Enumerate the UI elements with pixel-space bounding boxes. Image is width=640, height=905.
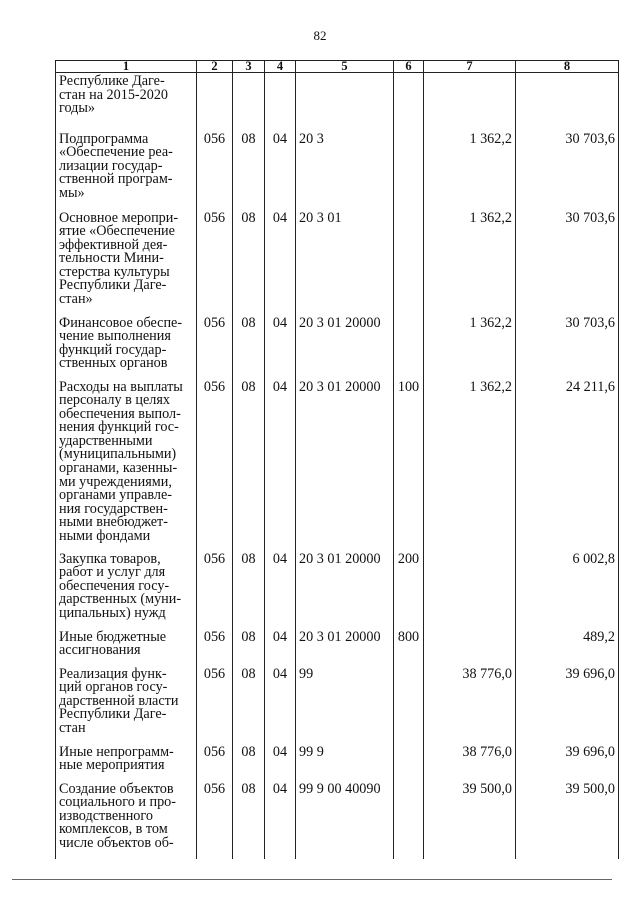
table-row — [56, 133, 619, 212]
cell-csr: 20 3 01 20000 — [296, 381, 394, 553]
cell-csr: 20 3 01 20000 — [296, 553, 394, 631]
cell-sum-2: 39 696,0 — [516, 746, 619, 783]
cell-ved: 056 — [197, 553, 233, 631]
cell-sum-2: 489,2 — [516, 631, 619, 668]
row-name: Подпрограмма «Обеспечение реа- лизации государ- ственной програм- мы» — [59, 130, 173, 201]
row-name: Финансовое обеспе- чение выполнения функций государ- ственных органов — [59, 314, 183, 372]
table-body — [56, 73, 619, 859]
cell-ved — [197, 73, 233, 133]
cell-sum-1 — [424, 631, 516, 668]
cell-pr: 04 — [265, 212, 296, 317]
col-header-6: 6 — [394, 61, 424, 73]
col-header-1: 1 — [56, 61, 197, 73]
bottom-rule — [12, 879, 612, 880]
cell-csr: 20 3 01 20000 — [296, 317, 394, 381]
row-name: Расходы на выплаты персоналу в целях обеспечения выпол- нения функций гос- ударственными (муниципальными) органами, казенны- ми учреждениями, органами управле- ния государствен- ными внебюджет- ными фондами — [59, 378, 183, 545]
cell-csr: 99 — [296, 668, 394, 746]
col-header-7: 7 — [424, 61, 516, 73]
cell-rz: 08 — [233, 133, 265, 212]
cell-sum-2 — [516, 73, 619, 133]
table-row — [56, 783, 619, 859]
cell-vr: 200 — [394, 553, 424, 631]
cell-sum-2: 6 002,8 — [516, 553, 619, 631]
cell-vr — [394, 317, 424, 381]
cell-vr — [394, 783, 424, 859]
cell-vr — [394, 133, 424, 212]
cell-rz: 08 — [233, 317, 265, 381]
cell-sum-2: 30 703,6 — [516, 133, 619, 212]
cell-pr: 04 — [265, 668, 296, 746]
cell-csr: 20 3 01 — [296, 212, 394, 317]
cell-sum-2: 39 696,0 — [516, 668, 619, 746]
cell-ved: 056 — [197, 133, 233, 212]
cell-rz: 08 — [233, 631, 265, 668]
cell-vr — [394, 668, 424, 746]
cell-vr: 800 — [394, 631, 424, 668]
col-header-4: 4 — [265, 61, 296, 73]
cell-pr: 04 — [265, 746, 296, 783]
cell-sum-1: 39 500,0 — [424, 783, 516, 859]
col-header-2: 2 — [197, 61, 233, 73]
cell-sum-2: 30 703,6 — [516, 212, 619, 317]
cell-rz: 08 — [233, 381, 265, 553]
table-row — [56, 553, 619, 631]
cell-rz: 08 — [233, 746, 265, 783]
row-name: Иные бюджетные ассигнования — [59, 628, 167, 659]
cell-sum-1: 38 776,0 — [424, 668, 516, 746]
cell-sum-1 — [424, 553, 516, 631]
cell-sum-2: 39 500,0 — [516, 783, 619, 859]
cell-csr — [296, 73, 394, 133]
cell-ved: 056 — [197, 668, 233, 746]
table-row — [56, 746, 619, 783]
cell-pr: 04 — [265, 553, 296, 631]
cell-pr: 04 — [265, 317, 296, 381]
row-name: Создание объектов социального и про- изводственного комплексов, в том числе объектов об- — [59, 780, 176, 851]
row-name: Закупка товаров, работ и услуг для обеспечения госу- дарственных (муни- ципальных) нужд — [59, 550, 182, 621]
table-row — [56, 73, 619, 133]
cell-rz — [233, 73, 265, 133]
cell-sum-1: 1 362,2 — [424, 381, 516, 553]
cell-rz: 08 — [233, 553, 265, 631]
cell-vr — [394, 746, 424, 783]
cell-sum-2: 24 211,6 — [516, 381, 619, 553]
cell-sum-1 — [424, 73, 516, 133]
table-row — [56, 668, 619, 746]
col-header-3: 3 — [233, 61, 265, 73]
cell-pr: 04 — [265, 783, 296, 859]
cell-csr: 99 9 00 40090 — [296, 783, 394, 859]
table-row — [56, 317, 619, 381]
cell-ved: 056 — [197, 783, 233, 859]
cell-ved: 056 — [197, 746, 233, 783]
cell-ved: 056 — [197, 212, 233, 317]
page-number: 82 — [313, 28, 327, 43]
cell-vr — [394, 212, 424, 317]
row-name: Реализация функ- ций органов госу- дарственной власти Республики Даге- стан — [59, 665, 179, 736]
cell-ved: 056 — [197, 317, 233, 381]
cell-rz: 08 — [233, 212, 265, 317]
header-row — [56, 61, 619, 73]
cell-pr: 04 — [265, 631, 296, 668]
table-row — [56, 381, 619, 553]
cell-sum-1: 38 776,0 — [424, 746, 516, 783]
cell-csr: 99 9 — [296, 746, 394, 783]
cell-vr — [394, 73, 424, 133]
cell-pr — [265, 73, 296, 133]
cell-rz: 08 — [233, 783, 265, 859]
row-name: Иные непрограмм- ные мероприятия — [59, 743, 174, 774]
cell-csr: 20 3 01 20000 — [296, 631, 394, 668]
col-header-8: 8 — [516, 61, 619, 73]
cell-csr: 20 3 — [296, 133, 394, 212]
cell-sum-1: 1 362,2 — [424, 212, 516, 317]
cell-pr: 04 — [265, 133, 296, 212]
cell-pr: 04 — [265, 381, 296, 553]
cell-rz: 08 — [233, 668, 265, 746]
cell-sum-1: 1 362,2 — [424, 133, 516, 212]
cell-vr: 100 — [394, 381, 424, 553]
row-name: Основное меропри- ятие «Обеспечение эффективной дея- тельности Мини- стерства культуры Республики Даге- стан» — [59, 209, 179, 308]
budget-table — [55, 60, 619, 859]
col-header-5: 5 — [296, 61, 394, 73]
cell-ved: 056 — [197, 381, 233, 553]
cell-sum-1: 1 362,2 — [424, 317, 516, 381]
row-name: Республике Даге- стан на 2015-2020 годы» — [59, 73, 169, 117]
cell-ved: 056 — [197, 631, 233, 668]
table-row — [56, 212, 619, 317]
table-row — [56, 631, 619, 668]
cell-sum-2: 30 703,6 — [516, 317, 619, 381]
